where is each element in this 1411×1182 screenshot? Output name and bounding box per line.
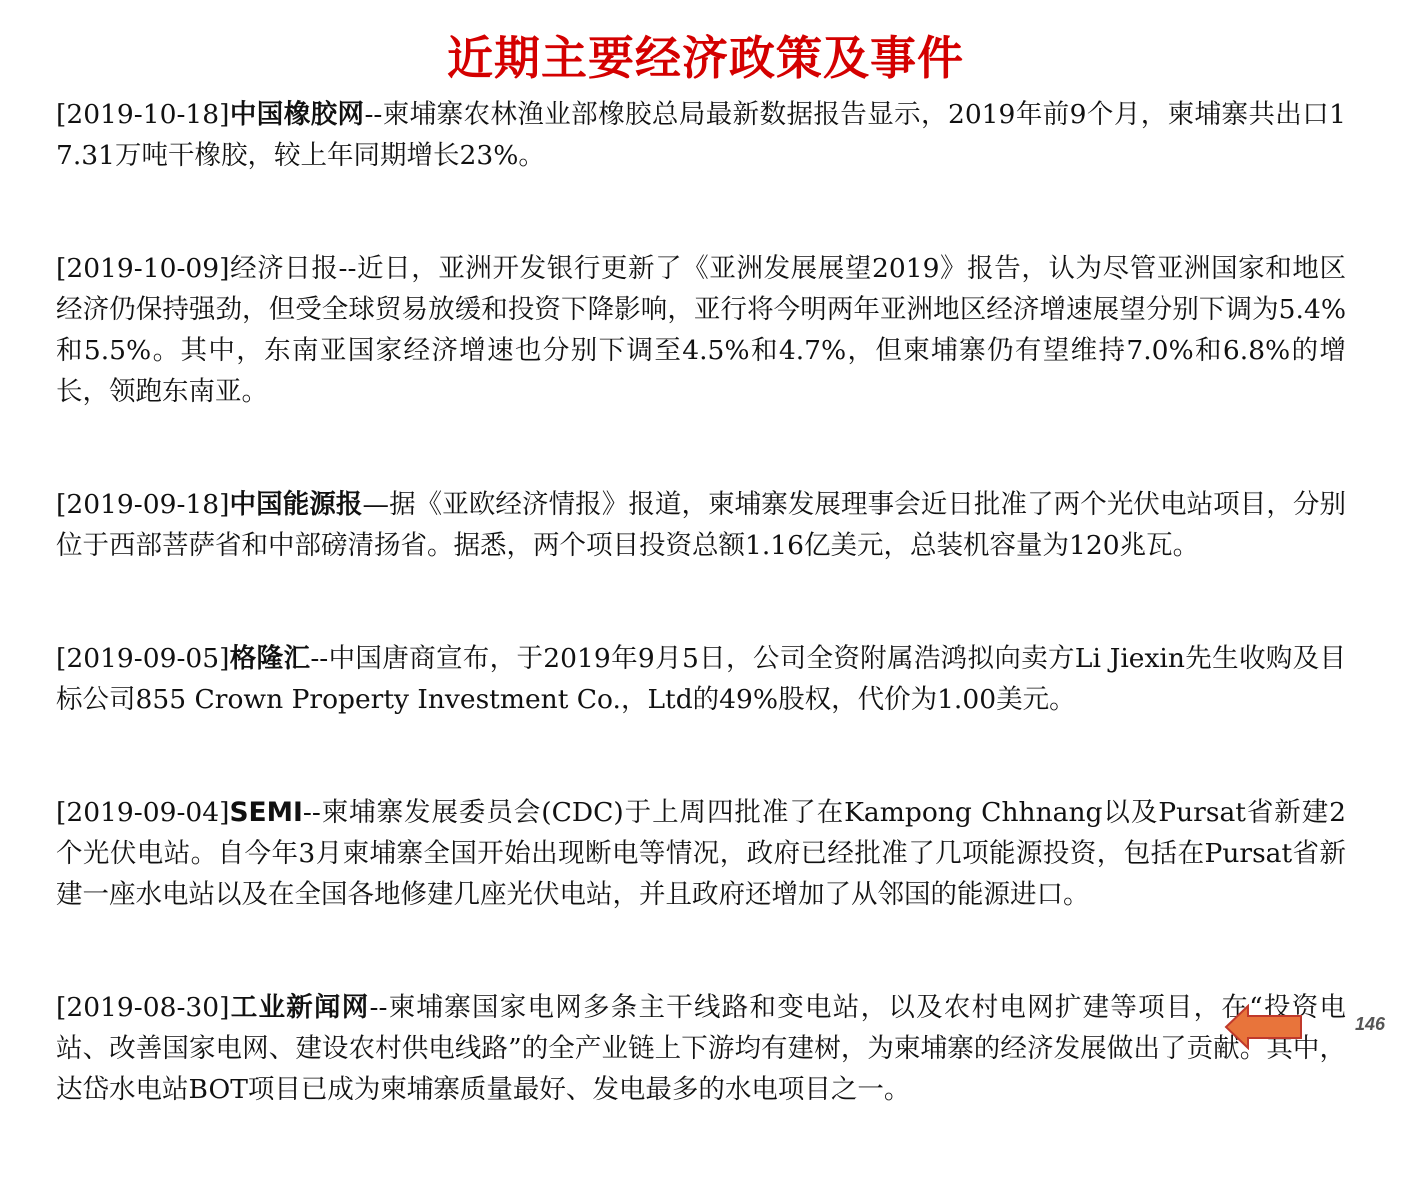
news-source: 格隆汇 xyxy=(229,643,311,674)
page-title: 近期主要经济政策及事件 xyxy=(447,31,964,85)
news-body: 柬埔寨发展委员会(CDC)于上周四批准了在Kampong Chhnang以及Pursat省新建2个光伏电站。自今年3月柬埔寨全国开始出现断电等情况，政府已经批准了几项能源投资，包括在Pursat省新建一座水电站以及在全国各地修建几座光伏电站，并且政府还增加了从邻国的能源进口。 xyxy=(56,797,1346,910)
news-body: 据《亚欧经济情报》报道，柬埔寨发展理事会近日批准了两个光伏电站项目，分别位于西部菩萨省和中部磅清扬省。据悉，两个项目投资总额1.16亿美元，总装机容量为120兆瓦。 xyxy=(56,489,1347,561)
news-separator: -- xyxy=(310,643,329,674)
news-item xyxy=(56,484,1346,566)
news-item xyxy=(56,987,1346,1110)
news-source: SEMI xyxy=(229,797,303,828)
arrow-left-icon xyxy=(1224,1004,1304,1050)
news-date: [2019-10-18] xyxy=(56,99,230,130)
news-body: 柬埔寨农林渔业部橡胶总局最新数据报告显示，2019年前9个月，柬埔寨共出口17.31万吨干橡胶，较上年同期增长23%。 xyxy=(56,99,1346,171)
news-separator: -- xyxy=(302,797,321,828)
news-body: 柬埔寨国家电网多条主干线路和变电站，以及农村电网扩建等项目，在“投资电站、改善国家电网、建设农村供电线路”的全产业链上下游均有建树，为柬埔寨的经济发展做出了贡献。其中，达岱水电站BOT项目已成为柬埔寨质量最好、发电最多的水电项目之一。 xyxy=(56,992,1346,1105)
news-item xyxy=(56,638,1346,720)
news-date: [2019-09-05] xyxy=(56,643,230,674)
news-list xyxy=(56,94,1346,1182)
news-source: 中国橡胶网 xyxy=(229,99,365,130)
news-separator: -- xyxy=(364,99,383,130)
news-date: [2019-10-09] xyxy=(56,253,230,284)
news-source: 工业新闻网 xyxy=(229,992,370,1023)
news-source: 中国能源报 xyxy=(229,489,363,520)
news-date: [2019-08-30] xyxy=(56,992,230,1023)
news-separator: — xyxy=(362,489,389,520)
news-body: 中国唐商宣布，于2019年9月5日，公司全资附属浩鸿拟向卖方Li Jiexin先生收购及目标公司855 Crown Property Investment Co.，Ltd的49%股权，代价为1.00美元。 xyxy=(56,643,1346,715)
page-number: 146 xyxy=(1355,1014,1386,1034)
back-button[interactable] xyxy=(1224,1004,1304,1050)
news-item xyxy=(56,248,1346,412)
news-body: 经济日报--近日，亚洲开发银行更新了《亚洲发展展望2019》报告，认为尽管亚洲国家和地区经济仍保持强劲，但受全球贸易放缓和投资下降影响，亚行将今明两年亚洲地区经济增速展望分别下调为5.4%和5.5%。其中，东南亚国家经济增速也分别下调至4.5%和4.7%，但柬埔寨仍有望维持7.0%和6.8%的增长，领跑东南亚。 xyxy=(56,253,1346,407)
news-item xyxy=(56,792,1346,915)
news-separator: -- xyxy=(369,992,388,1023)
news-date: [2019-09-18] xyxy=(56,489,230,520)
news-item xyxy=(56,94,1346,176)
news-date: [2019-09-04] xyxy=(56,797,230,828)
